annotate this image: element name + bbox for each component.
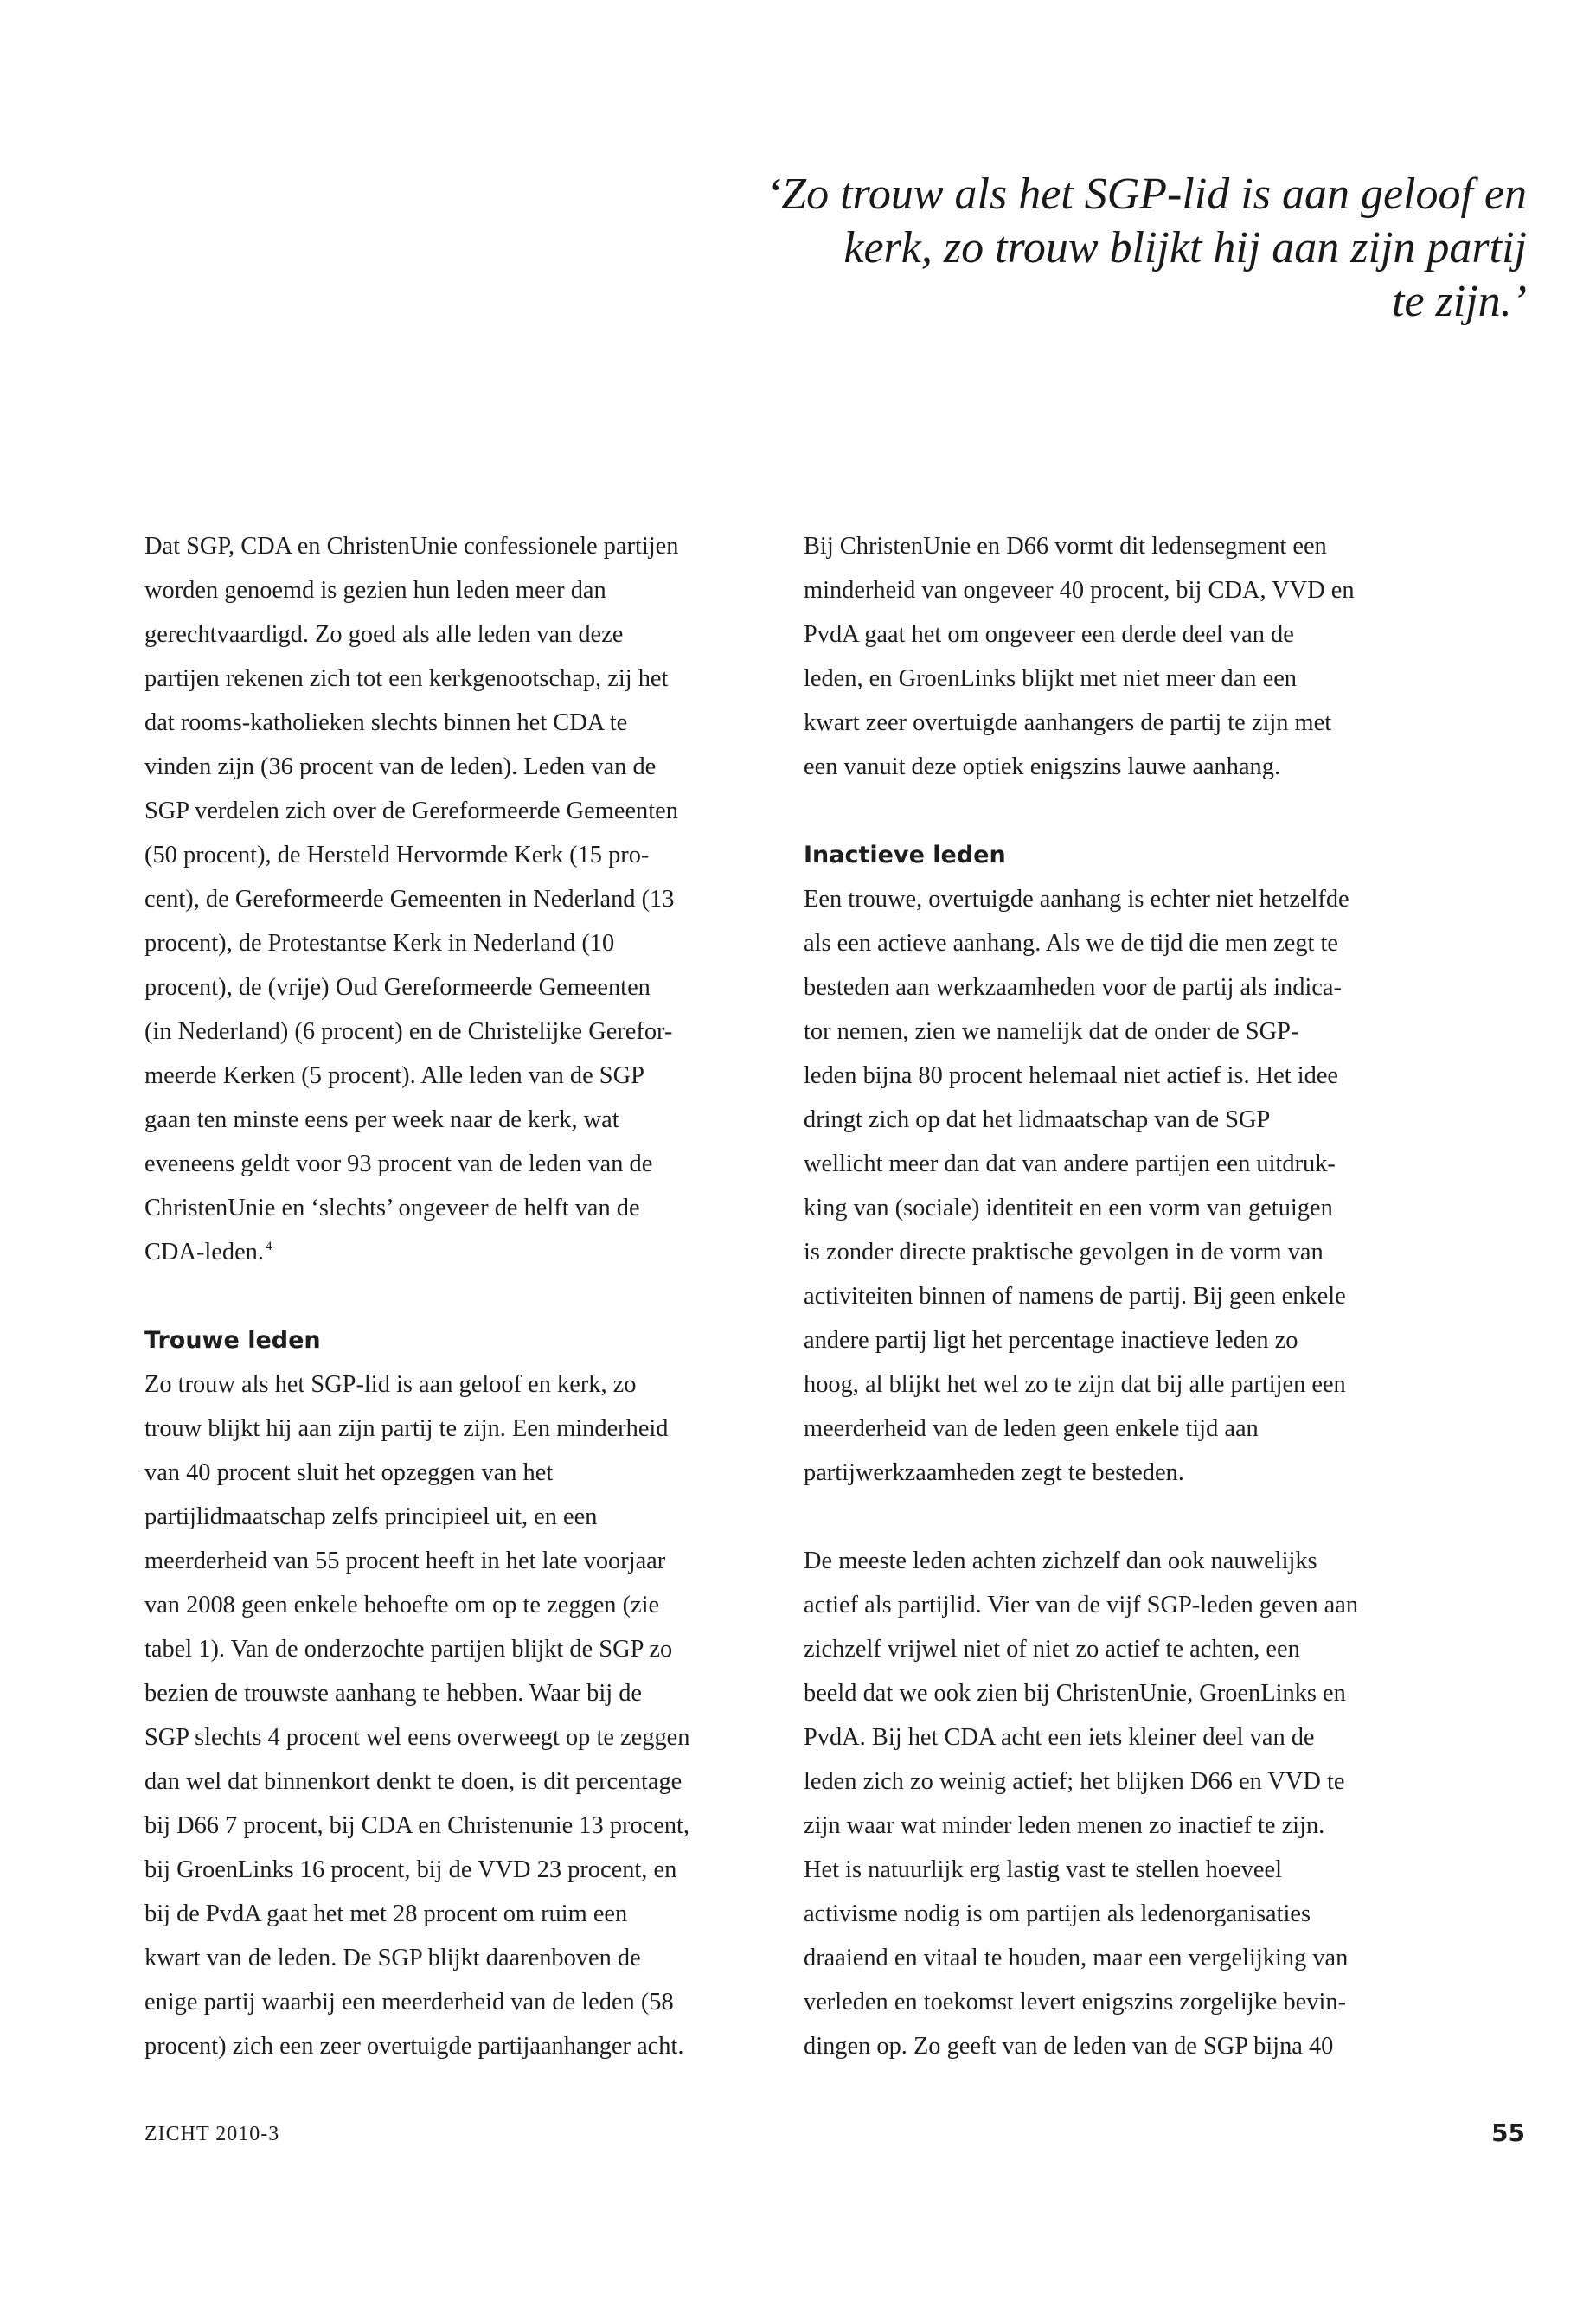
text-line: activiteiten binnen of namens de partij. Bij geen enkele [804,1283,1346,1310]
text-line: dan wel dat binnenkort denkt te doen, is dit percentage [144,1768,683,1795]
text-line: king van (sociale) identiteit en een vorm van getuigen [804,1195,1333,1221]
pull-quote-line: ‘Zo trouw als het SGP-lid is aan geloof en [766,170,1527,219]
text-line: dingen op. Zo geeft van de leden van de SGP bijna 40 [804,2033,1334,2060]
text-line: een vanuit deze optiek enigszins lauwe aanhang. [804,753,1281,780]
text-line: Het is natuurlijk erg lastig vast te stellen hoeveel [804,1856,1282,1883]
text-line: bezien de trouwste aanhang te hebben. Waar bij de [144,1680,643,1707]
text-line: partijen rekenen zich tot een kerkgenootschap, zij het [144,665,669,692]
text-line: is zonder directe praktische gevolgen in de vorm van [804,1239,1324,1266]
pull-quote-line: te zijn.’ [1392,277,1527,326]
paragraph-spacer [804,1495,1409,1539]
text-line: SGP slechts 4 procent wel eens overweegt op te zeggen [144,1724,690,1751]
text-line: hoog, al blijkt het wel zo te zijn dat bij alle partijen een [804,1371,1346,1398]
text-line: Zo trouw als het SGP-lid is aan geloof en kerk, zo [144,1371,637,1398]
page-number: 55 [1491,2118,1525,2147]
text-line: bij D66 7 procent, bij CDA en Christenunie 13 procent, [144,1812,690,1839]
text-line: van 40 procent sluit het opzeggen van het [144,1459,554,1486]
text-line: partijwerkzaamheden zegt te besteden. [804,1459,1184,1486]
text-line: verleden en toekomst levert enigszins zorgelijke bevin- [804,1989,1347,2016]
text-line: tor nemen, zien we namelijk dat de onder de SGP- [804,1018,1299,1045]
text-line: zijn waar wat minder leden menen zo inactief te zijn. [804,1812,1325,1839]
text-line: procent) zich een zeer overtuigde partijaanhanger acht. [144,2033,684,2060]
pull-quote-line: kerk, zo trouw blijkt hij aan zijn partij [843,223,1527,272]
journal-issue: ZICHT 2010-3 [144,2123,280,2145]
text-line: meerderheid van 55 procent heeft in het late voorjaar [144,1548,666,1574]
text-line: draaiend en vitaal te houden, maar een vergelijking van [804,1945,1349,1971]
text-line: wellicht meer dan dat van andere partijen een uitdruk- [804,1150,1336,1177]
text-line: cent), de Gereformeerde Gemeenten in Nederland (13 [144,886,675,913]
text-line [144,1230,750,1274]
text-line: minderheid van ongeveer 40 procent, bij CDA, VVD en [804,577,1355,604]
text-line: ChristenUnie en ‘slechts’ ongeveer de helft van de [144,1195,640,1221]
text-line: zichzelf vrijwel niet of niet zo actief te achten, een [804,1636,1300,1663]
text-line: als een actieve aanhang. Als we de tijd die men zegt te [804,930,1339,957]
text-line: De meeste leden achten zichzelf dan ook nauwelijks [804,1548,1317,1574]
text-line: tabel 1). Van de onderzochte partijen blijkt de SGP zo [144,1636,673,1663]
text-line: meerderheid van de leden geen enkele tijd aan [804,1415,1259,1442]
right-paragraph-1 [804,524,1409,789]
text-line: dringt zich op dat het lidmaatschap van de SGP [804,1106,1271,1133]
section-heading-inactieve-leden: Inactieve leden [804,842,1006,868]
right-paragraph-2 [804,877,1409,1495]
footnote-reference[interactable]: 4 [265,1240,272,1253]
text-line: dat rooms-katholieken slechts binnen het CDA te [144,709,628,736]
text-line: leden, en GroenLinks blijkt met niet meer dan een [804,665,1297,692]
text-line: gerechtvaardigd. Zo goed als alle leden van deze [144,621,624,648]
text-line: meerde Kerken (5 procent). Alle leden van de SGP [144,1062,644,1089]
text-line: van 2008 geen enkele behoefte om op te zeggen (zie [144,1592,660,1618]
right-column [804,524,1409,2068]
text-line: bij de PvdA gaat het met 28 procent om ruim een [144,1900,628,1927]
text-line: leden zich zo weinig actief; het blijken D66 en VVD te [804,1768,1345,1795]
text-line: eveneens geldt voor 93 procent van de leden van de [144,1150,653,1177]
text-line: besteden aan werkzaamheden voor de partij als indica- [804,974,1342,1001]
text-line: procent), de (vrije) Oud Gereformeerde Gemeenten [144,974,651,1001]
text-line: (50 procent), de Hersteld Hervormde Kerk (15 pro- [144,842,650,868]
left-column [144,524,750,2068]
text-line: bij GroenLinks 16 procent, bij de VVD 23 procent, en [144,1856,677,1883]
text-line: gaan ten minste eens per week naar de kerk, wat [144,1106,619,1133]
right-paragraph-3 [804,1539,1409,2068]
text-line: Bij ChristenUnie en D66 vormt dit ledensegment een [804,533,1327,560]
text-line: partijlidmaatschap zelfs principieel uit, en een [144,1503,598,1530]
text-line: enige partij waarbij een meerderheid van de leden (58 [144,1989,674,2016]
text-line: kwart van de leden. De SGP blijkt daarenboven de [144,1945,641,1971]
section-heading-trouwe-leden: Trouwe leden [144,1327,321,1354]
text-line: PvdA gaat het om ongeveer een derde deel van de [804,621,1294,648]
text-line: SGP verdelen zich over de Gereformeerde Gemeenten [144,798,678,824]
text-line: kwart zeer overtuigde aanhangers de partij te zijn met [804,709,1332,736]
text-line: andere partij ligt het percentage inactieve leden zo [804,1327,1298,1354]
left-paragraph-2 [144,1362,750,2068]
text-line: vinden zijn (36 procent van de leden). Leden van de [144,753,657,780]
text-line: (in Nederland) (6 procent) en de Christelijke Gerefor- [144,1018,673,1045]
text-line: trouw blijkt hij aan zijn partij te zijn. Een minderheid [144,1415,669,1442]
text-line: activisme nodig is om partijen als ledenorganisaties [804,1900,1311,1927]
paragraph-spacer [804,789,1409,833]
text-line: PvdA. Bij het CDA acht een iets kleiner deel van de [804,1724,1315,1751]
text-line-end: CDA-leden. [144,1239,264,1266]
text-line: beeld dat we ook zien bij ChristenUnie, GroenLinks en [804,1680,1346,1707]
text-line: Dat SGP, CDA en ChristenUnie confessionele partijen [144,533,679,560]
text-line: procent), de Protestantse Kerk in Nederland (10 [144,930,615,957]
paragraph-spacer [144,1274,750,1318]
text-line: leden bijna 80 procent helemaal niet actief is. Het idee [804,1062,1339,1089]
text-line: worden genoemd is gezien hun leden meer dan [144,577,606,604]
text-line: Een trouwe, overtuigde aanhang is echter niet hetzelfde [804,886,1349,913]
left-paragraph-1 [144,524,750,1274]
pull-quote [748,168,1527,329]
text-line: actief als partijlid. Vier van de vijf SGP-leden geven aan [804,1592,1359,1618]
